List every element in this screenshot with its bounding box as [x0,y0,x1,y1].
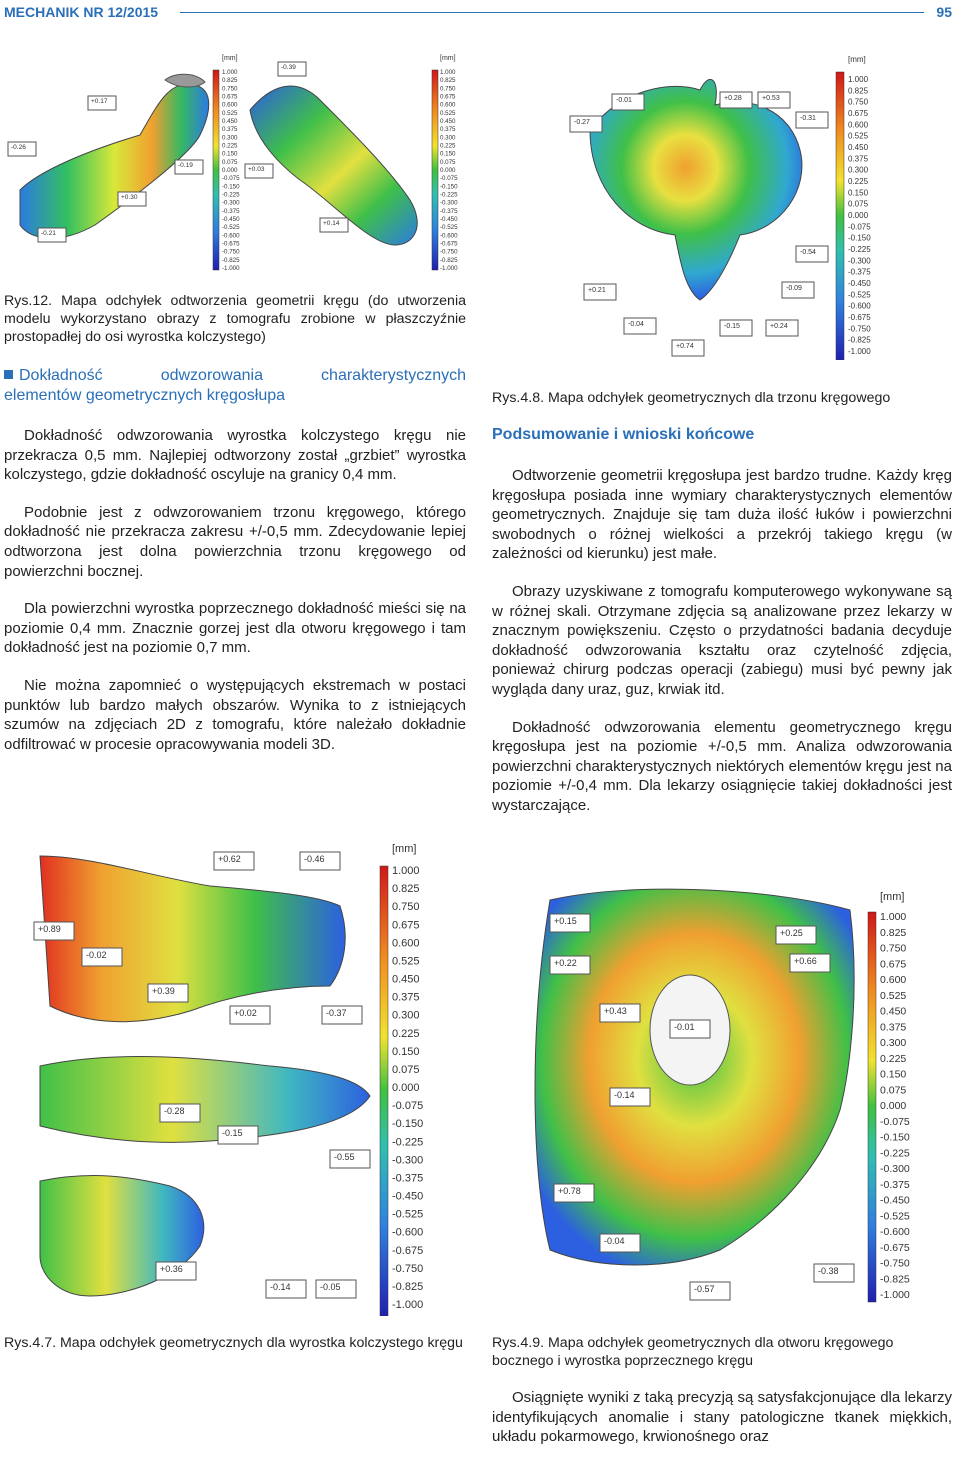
scale-tick-label: -0.450 [880,1194,910,1207]
figure-rys12 [0,40,470,278]
callout: -0.05 [320,1282,341,1292]
callout: -0.54 [800,249,816,256]
callout: -0.37 [326,1008,347,1018]
callout: +0.03 [248,166,265,173]
callout: +0.36 [160,1264,183,1274]
scale-tick-label: -0.225 [880,1147,910,1160]
scale-tick-label: -0.150 [848,233,871,243]
scale-tick-label: -0.300 [880,1163,910,1175]
callout: -0.39 [281,64,296,71]
scale-tick-label: -0.300 [392,1154,424,1167]
scale-tick-label: -1.000 [848,347,871,356]
right-column-body [492,466,952,834]
scale-tick-label: 0.675 [440,93,456,101]
scale-tick-label: -0.075 [848,222,871,232]
colour-scale-labels [222,69,240,272]
scale-tick-label: 0.150 [222,150,238,158]
colour-scale-labels [440,69,458,272]
scale-tick-label: -0.825 [392,1280,424,1293]
scale-tick-label: 0.450 [440,118,456,125]
scale-tick-label: -0.150 [392,1118,424,1131]
scale-tick-label: 0.825 [440,77,456,85]
scale-tick-label: -0.450 [848,279,871,288]
scale-tick-label: -0.750 [392,1262,424,1275]
callout: -0.14 [614,1090,635,1100]
callout: -0.14 [270,1282,291,1292]
scale-tick-label: -0.450 [392,1190,424,1203]
callout: +0.22 [554,958,577,968]
scale-tick-label: -0.825 [880,1273,910,1286]
scale-tick-label: 0.225 [440,142,456,150]
section-title-line: Dokładność odwzorowania charakterystycznych [19,367,466,384]
section-title-accuracy [4,366,466,405]
scale-tick-label: 0.450 [392,973,420,986]
scale-tick-label: -0.675 [222,240,240,248]
scale-tick-label: -0.525 [440,224,458,232]
scale-tick-label: -0.150 [222,183,240,191]
figure-rys47 [30,836,450,1316]
scale-tick-label: 1.000 [222,69,238,76]
scale-tick-label: -0.300 [222,199,240,207]
figure-rys47-caption: Rys.4.7. Mapa odchyłek geometrycznych dla wyrostka kolczystego kręgu [4,1335,463,1351]
callout: -0.04 [628,321,644,328]
scale-tick-label: 0.450 [222,118,238,125]
callout: +0.62 [218,854,241,864]
paragraph: Nie można zapomnieć o występujących ekstremach w postaci punktów lub bardzo małych obszarów. Wynika to z istniejących szumów na zdjęciach 2D z tomografu, które należało dokładnie odfiltrować w procesie opracowywania modeli 3D. [4,676,466,753]
scale-tick-label: -1.000 [222,265,240,272]
scale-tick-label: -0.600 [392,1226,424,1239]
callout: -0.21 [41,230,56,237]
scale-tick-label: 0.000 [222,167,238,174]
scale-tick-label: 0.675 [848,109,869,118]
scale-tick-label: -0.300 [848,256,871,266]
scale-tick-label: -0.750 [880,1257,910,1270]
paragraph: Obrazy uzyskiwane z tomografu komputerowego wykonywane są w różnej skali. Otrzymane zdjęcia są analizowane przez lekarzy w znacznym powiększeniu. Często o przydatności badania decyduje dokładność odwzorowania kształtu oraz czytelność zdjęcia, ponieważ chirurg podczas operacji (zabiegu) musi być pewny jak wygląda dany uraz, guz, krwiak itd. [492,582,952,698]
scale-tick-label: -0.375 [440,207,458,215]
scale-tick-label: 0.825 [880,926,907,939]
scale-tick-label: -0.600 [880,1226,910,1238]
scale-tick-label: -0.375 [222,207,240,215]
scale-tick-label: -0.825 [848,335,871,345]
callout: -0.04 [604,1236,625,1246]
callout: -0.01 [674,1022,695,1032]
scale-tick-label: 0.150 [880,1068,907,1081]
scale-tick-label: -0.225 [392,1136,424,1149]
callout: +0.25 [780,928,803,938]
left-column-body [4,426,466,772]
callout: +0.02 [234,1008,257,1018]
scale-tick-label: 0.525 [880,989,907,1002]
callout: +0.14 [323,220,340,227]
scale-tick-label: -0.525 [222,224,240,232]
callout: -0.19 [178,162,193,169]
scale-tick-label: 0.600 [440,101,456,109]
paragraph: Odtworzenie geometrii kręgosłupa jest bardzo trudne. Każdy kręg kręgosłupa posiada inne wymiary charakterystycznych elementów geometrycznych. Znajduje się tam duża ilość łuków i powierzchni swobodnych o różnej wielkości a przekrój takiego kręgu (w zależności od kierunku) jest małe. [492,467,952,563]
scale-tick-label: 0.600 [222,101,238,109]
callout: -0.15 [724,323,740,330]
figure-rys49 [520,870,920,1310]
scale-tick-label: -0.600 [222,232,240,240]
callout: +0.17 [91,98,108,105]
callout: -0.46 [304,854,325,864]
scale-tick-label: 0.600 [880,974,907,986]
header-rule [180,12,924,13]
scale-tick-label: 0.000 [880,1100,907,1112]
scale-tick-label: 0.600 [848,120,869,130]
scale-tick-label: -1.000 [880,1289,910,1301]
scale-tick-label: -0.375 [848,267,871,277]
callout: -0.27 [574,119,590,126]
scale-tick-label: -0.375 [880,1178,910,1191]
paragraph: Dla powierzchni wyrostka poprzecznego dokładność mieści się na poziomie 0,4 mm. Znacznie gorzej jest dla otworu kręgowego i tam dokładność jest na poziomie 0,7 mm. [4,600,466,657]
callout: +0.43 [604,1006,627,1016]
callout: +0.89 [38,924,61,934]
colour-scale-labels [880,911,910,1301]
scale-tick-label: 0.525 [222,109,238,117]
scale-tick-label: 0.075 [880,1084,907,1097]
callout: +0.78 [558,1186,581,1196]
callout: +0.28 [724,95,742,102]
scale-tick-label: 0.225 [880,1052,907,1065]
scale-tick-label: -0.225 [222,191,240,199]
scale-tick-label: 0.750 [440,85,456,93]
scale-tick-label: 1.000 [392,865,420,877]
scale-tick-label: 0.225 [392,1027,420,1040]
unit-label: [mm] [880,891,905,903]
scale-tick-label: -0.750 [440,248,458,256]
scale-tick-label: 0.600 [392,937,420,950]
figure-rys48 [560,50,880,360]
callout: -0.28 [164,1106,185,1116]
scale-tick-label: -0.075 [222,175,240,183]
scale-tick-label: -0.750 [848,324,871,334]
scale-tick-label: 0.525 [440,109,456,117]
callout: -0.55 [334,1152,355,1162]
scale-tick-label: 0.150 [440,150,456,158]
callout: -0.57 [694,1284,715,1294]
scale-tick-label: 1.000 [440,69,456,76]
scale-tick-label: -0.450 [222,216,240,223]
paragraph: Osiągnięte wyniki z taką precyzją są satysfakcjonujące dla lekarzy identyfikujących anomalie i stany patologiczne tkanek miękkich, układu pokarmowego, krwionośnego oraz [492,1389,952,1446]
scale-tick-label: 0.825 [222,77,238,85]
callout: -0.09 [786,285,802,292]
scale-tick-label: 0.300 [440,134,456,142]
scale-tick-label: -0.300 [440,199,458,207]
scale-tick-label: 0.000 [440,167,456,174]
colour-scale-labels [848,75,871,356]
scale-tick-label: -0.675 [392,1244,424,1257]
scale-tick-label: 0.075 [392,1063,420,1076]
scale-tick-label: 0.825 [392,883,420,896]
scale-tick-label: 0.150 [392,1045,420,1058]
callout: +0.24 [770,323,788,330]
scale-tick-label: -0.075 [392,1100,424,1113]
scale-tick-label: -0.600 [848,301,871,311]
scale-tick-label: -0.225 [440,191,458,199]
bullet-square [4,370,13,379]
scale-tick-label: 0.750 [848,97,869,107]
callout: +0.66 [794,956,817,966]
scale-tick-label: -0.525 [848,290,871,300]
callout: +0.15 [554,916,577,926]
unit-label: [mm] [392,843,417,855]
scale-tick-label: 0.225 [848,177,869,186]
right-column-bottom [492,1388,952,1465]
scale-tick-label: -1.000 [392,1299,424,1311]
callout: -0.01 [616,97,632,104]
scale-tick-label: 0.450 [880,1005,907,1018]
callout: -0.31 [800,115,816,122]
unit-label: [mm] [848,55,866,64]
scale-tick-label: 0.375 [880,1021,907,1034]
scale-tick-label: 0.375 [440,126,456,134]
paragraph: Dokładność odwzorowania wyrostka kolczystego kręgu nie przekracza 0,5 mm. Najlepiej odtworzony został „grzbiet” wyrostka kolczystego, gdzie dokładność oscyluje na granicy 0,4 mm. [4,427,466,484]
scale-tick-label: 0.000 [392,1082,420,1094]
scale-tick-label: -0.450 [440,216,458,223]
paragraph: Podobnie jest z odwzorowaniem trzonu kręgowego, którego dokładność nie przekracza zakresu +/-0,5 mm. Zdecydowanie lepiej odtworzona jest dolna powierzchnia trzonu kręgowego od powierzchni bocznej. [4,503,466,580]
callout: +0.21 [588,287,606,294]
scale-tick-label: 0.375 [392,991,420,1004]
scale-tick-label: 1.000 [848,75,869,84]
scale-tick-label: 0.075 [440,158,456,166]
scale-tick-label: 0.300 [880,1037,907,1049]
scale-tick-label: 0.450 [848,143,869,152]
scale-tick-label: 0.375 [848,154,869,164]
scale-tick-label: 0.000 [848,211,869,220]
callout: -0.38 [818,1266,839,1276]
callout: +0.39 [152,986,175,996]
section-title-line: elementów geometrycznych kręgosłupa [4,386,286,404]
scale-tick-label: -0.825 [222,256,240,264]
scale-tick-label: 0.375 [222,126,238,134]
scale-tick-label: 0.300 [222,134,238,142]
scale-tick-label: 0.750 [880,942,907,955]
scale-tick-label: -0.225 [848,245,871,254]
scale-tick-label: -0.600 [440,232,458,240]
scale-tick-label: -0.675 [880,1241,910,1254]
scale-tick-label: 0.525 [392,955,420,968]
figure-rys47-graphic [30,836,450,1316]
section-title-summary: Podsumowanie i wnioski końcowe [492,426,755,443]
scale-tick-label: 0.075 [222,158,238,166]
scale-tick-label: 0.675 [392,919,420,932]
scale-tick-label: 0.750 [222,85,238,93]
scale-tick-label: 0.075 [848,199,869,209]
figure-rys12-graphic [0,40,470,278]
scale-tick-label: 0.675 [222,93,238,101]
unit-label: [mm] [440,55,456,62]
unit-label: [mm] [222,55,238,62]
scale-tick-label: 0.150 [848,188,869,198]
scale-tick-label: -0.150 [440,183,458,191]
figure-rys12-caption: Rys.12. Mapa odchyłek odtworzenia geometrii kręgu (do utworzenia modelu wykorzystano obrazy z tomografu zrobione w płaszczyźnie prostopadłej do osi wyrostka kolczystego) [4,293,466,345]
scale-tick-label: -0.075 [880,1115,910,1128]
scale-tick-label: -0.075 [440,175,458,183]
scale-tick-label: -0.825 [440,256,458,264]
callout: +0.30 [121,194,138,201]
scale-tick-label: -0.525 [880,1210,910,1223]
callout: +0.74 [676,343,694,350]
paragraph: Dokładność odwzorowania elementu geometrycznego kręgu kręgosłupa jest na poziomie +/-0,5 mm. Analiza odwzorowania powierzchni charakterystycznych niektórych elementów kręgu jest na poziomie +/-0,4 mm. Dla lekarzy osiągnięcie takiej dokładności jest wystarczające. [492,718,952,814]
callout: +0.53 [762,95,780,102]
scale-tick-label: -0.525 [392,1208,424,1221]
figure-rys48-caption: Rys.4.8. Mapa odchyłek geometrycznych dla trzonu kręgowego [492,390,891,406]
callout: -0.26 [11,144,26,151]
scale-tick-label: 0.525 [848,131,869,141]
figure-rys49-graphic [520,870,920,1310]
journal-title: MECHANIK NR 12/2015 [4,4,159,20]
scale-tick-label: -0.675 [848,313,871,322]
scale-tick-label: 1.000 [880,911,907,923]
scale-tick-label: 0.300 [392,1009,420,1022]
scale-tick-label: -1.000 [440,265,458,272]
scale-tick-label: -0.375 [392,1172,424,1185]
scale-tick-label: 0.750 [392,901,420,914]
scale-tick-label: -0.750 [222,248,240,256]
figure-rys49-caption: Rys.4.9. Mapa odchyłek geometrycznych dla otworu kręgowego bocznego i wyrostka poprzecznego kręgu [492,1335,894,1369]
scale-tick-label: 0.225 [222,142,238,150]
scale-tick-label: -0.675 [440,240,458,248]
figure-rys48-graphic [560,50,880,360]
callout: -0.15 [222,1128,243,1138]
scale-tick-label: 0.825 [848,86,869,96]
colour-scale-labels [392,865,423,1311]
scale-tick-label: 0.300 [848,165,869,175]
scale-tick-label: 0.675 [880,958,907,971]
callout: -0.02 [86,950,107,960]
page-header [0,0,960,26]
page-number: 95 [936,4,952,20]
scale-tick-label: -0.150 [880,1131,910,1144]
